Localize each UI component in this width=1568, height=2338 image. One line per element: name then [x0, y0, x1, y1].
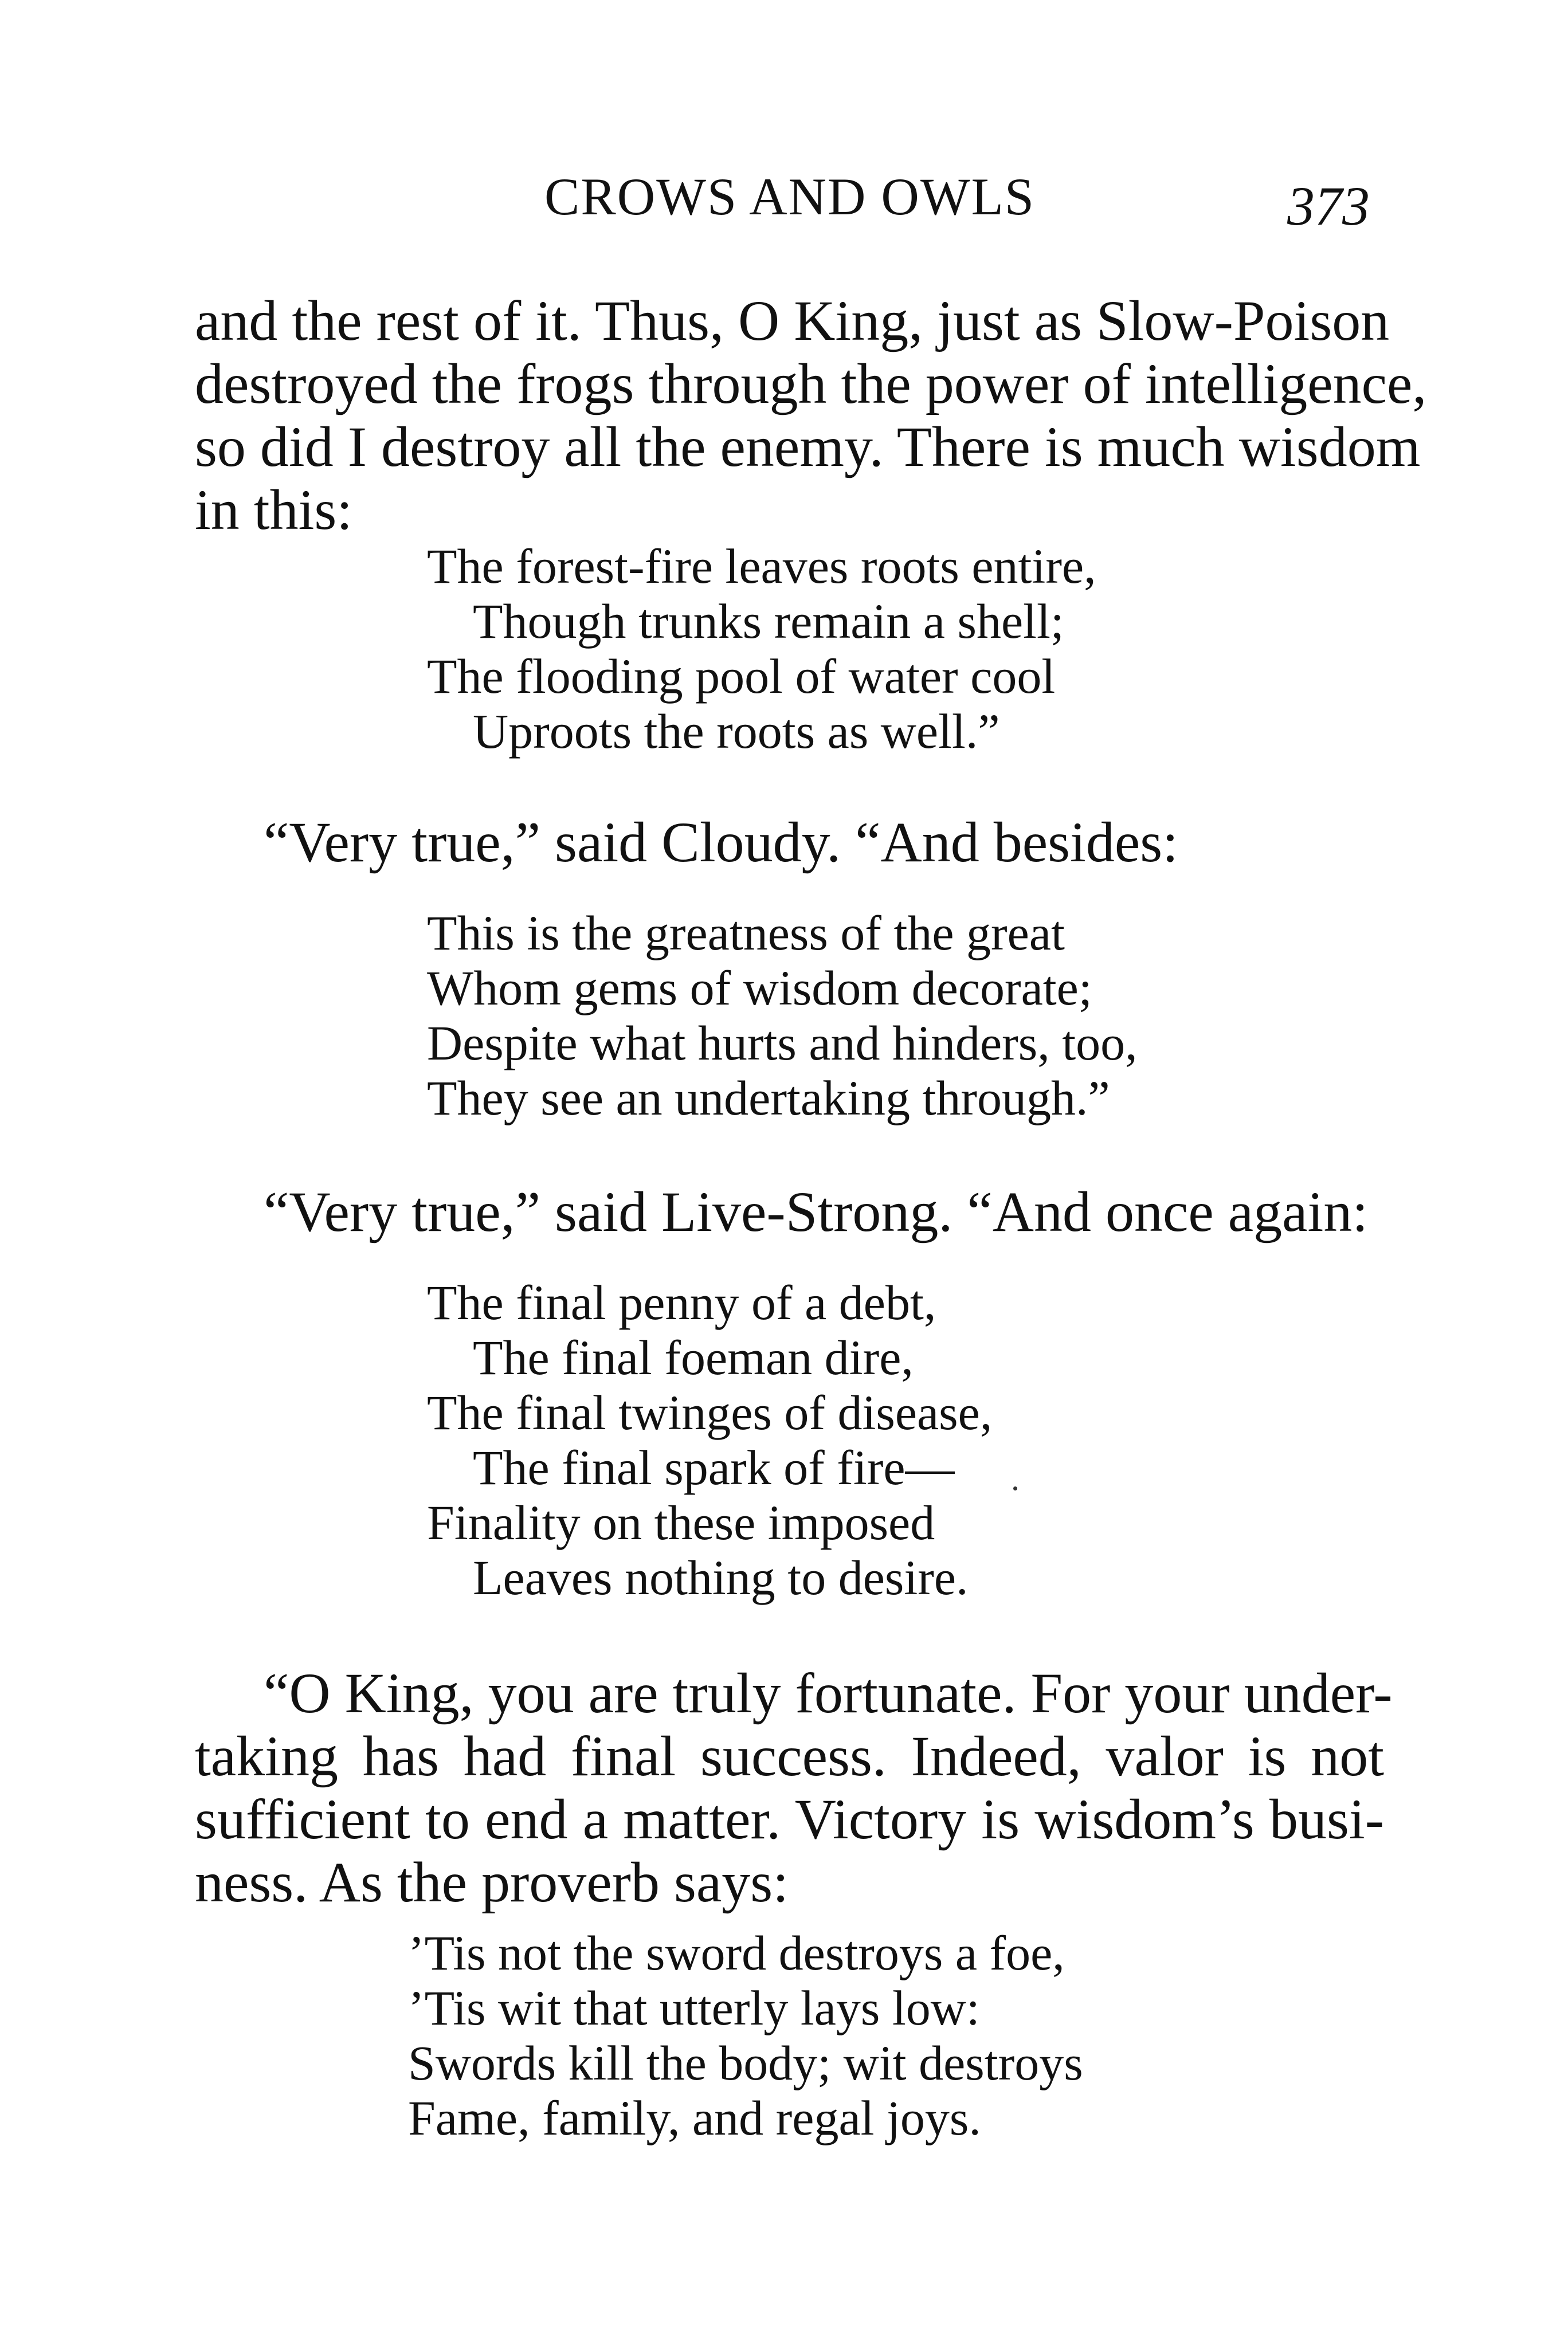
verse-line: The final twinges of disease,: [427, 1385, 993, 1440]
paragraph-1: [195, 289, 1427, 542]
paragraph-line: destroyed the frogs through the power of intelligence,: [195, 352, 1427, 415]
verse-2: [427, 905, 1138, 1125]
verse-line: Though trunks remain a shell;: [473, 594, 1064, 649]
paragraph-4: [195, 1661, 1393, 1914]
verse-line: Leaves nothing to desire.: [473, 1550, 969, 1605]
verse-line: Uproots the roots as well.”: [473, 704, 1000, 759]
paragraph-2: [195, 811, 1384, 874]
verse-line: The forest-fire leaves roots entire,: [427, 539, 1096, 594]
verse-4: [408, 1925, 1083, 2145]
verse-line: Fame, family, and regal joys.: [408, 2090, 981, 2145]
verse-line: Despite what hurts and hinders, too,: [427, 1015, 1138, 1070]
paragraph-line: “Very true,” said Cloudy. “And besides:: [264, 810, 1178, 874]
verse-line: ’Tis wit that utterly lays low:: [408, 1980, 980, 2035]
paragraph-line: ness. As the proverb says:: [195, 1850, 789, 1914]
verse-line: The final foeman dire,: [473, 1330, 914, 1385]
paragraph-3: [195, 1180, 1384, 1243]
paragraph-line: “O King, you are truly fortunate. For your under-: [264, 1661, 1393, 1725]
verse-line: Finality on these imposed: [427, 1495, 935, 1550]
running-title: CROWS AND OWLS: [544, 167, 1036, 226]
print-speck: [1013, 1486, 1017, 1490]
paragraph-line: and the rest of it. Thus, O King, just as Slow-Poison: [195, 289, 1390, 352]
verse-line: The final spark of fire—: [473, 1440, 955, 1495]
verse-line: They see an undertaking through.”: [427, 1070, 1110, 1125]
paragraph-line: “Very true,” said Live-Strong. “And once again:: [264, 1180, 1369, 1243]
verse-line: The flooding pool of water cool: [427, 649, 1056, 704]
verse-3: [427, 1275, 992, 1605]
paragraph-line: so did I destroy all the enemy. There is much wisdom: [195, 415, 1421, 478]
verse-line: Whom gems of wisdom decorate;: [427, 960, 1092, 1015]
verse-1: [427, 539, 1096, 759]
verse-line: Swords kill the body; wit destroys: [408, 2035, 1083, 2090]
page-number: 373: [1287, 175, 1370, 237]
paragraph-line: sufficient to end a matter. Victory is wisdom’s busi-: [195, 1787, 1384, 1851]
verse-line: ’Tis not the sword destroys a foe,: [408, 1925, 1065, 1980]
verse-line: The final penny of a debt,: [427, 1275, 936, 1330]
paragraph-line: in this:: [195, 478, 353, 542]
paragraph-line: taking has had final success. Indeed, valor is not: [195, 1724, 1384, 1788]
running-head: [195, 166, 1387, 235]
verse-line: This is the greatness of the great: [427, 905, 1065, 960]
